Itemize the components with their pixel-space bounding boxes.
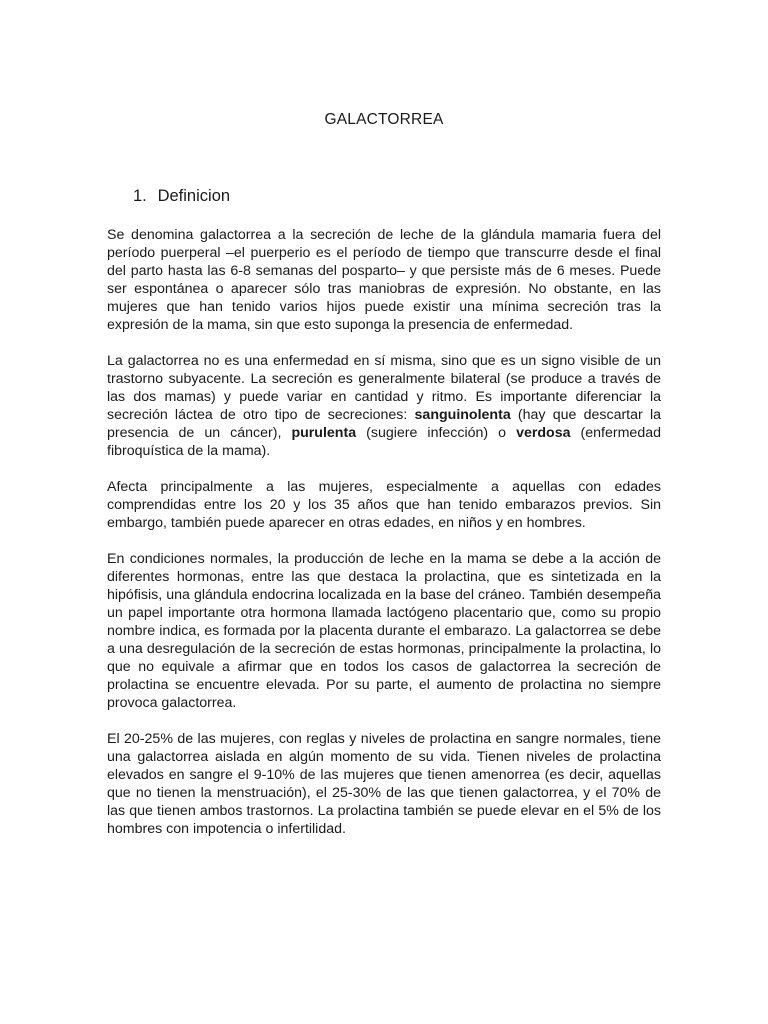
term-sanguinolenta: sanguinolenta <box>414 407 511 423</box>
paragraph-affected: Afecta principalmente a las mujeres, especialmente a aquellas con edades comprendidas entre los 20 y los 35 años que han tenido embarazos previos. Sin embargo, también puede aparecer en otras edades, en niños y en hombres. <box>107 479 661 531</box>
paragraph-text: (enfermedad fibroquística de la mama). <box>107 425 661 459</box>
paragraph-text: (hay que descartar la presencia de un cáncer), <box>107 407 661 441</box>
term-verdosa: verdosa <box>516 425 571 441</box>
paragraph-hormones: En condiciones normales, la producción de leche en la mama se debe a la acción de diferentes hormonas, entre las que destaca la prolactina, que es sintetizada en la hipófisis, una glándula endocrina localizada en la base del cráneo. También desempeña un papel importante otra hormona llamada lactógeno placentario que, como su propio nombre indica, es formada por la placenta durante el embarazo. La galactorrea se debe a una desregulación de la secreción de estas hormonas, principalmente la prolactina, lo que no equivale a afirmar que en todos los casos de galactorrea la secreción de prolactina se encuentre elevada. Por su parte, el aumento de prolactina no siempre provoca galactorrea. <box>107 551 661 711</box>
term-purulenta: purulenta <box>291 425 357 441</box>
section-heading <box>133 187 230 206</box>
paragraph-text: La galactorrea no es una enfermedad en sí misma, sino que es un signo visible de un trastorno subyacente. La secreción es generalmente bilateral (se produce a través de las dos mamas) y puede variar en cantidad y ritmo. Es importante diferenciar la secreción láctea de otro tipo de secreciones: <box>107 353 661 423</box>
paragraph-definition: Se denomina galactorrea a la secreción de leche de la glándula mamaria fuera del período puerperal –el puerperio es el período de tiempo que transcurre desde el final del parto hasta las 6-8 semanas del posparto– y que persiste más de 6 meses. Puede ser espontánea o aparecer sólo tras maniobras de expresión. No obstante, en las mujeres que han tenido varios hijos puede existir una mínima secreción tras la expresión de la mama, sin que esto suponga la presencia de enfermedad. <box>107 227 661 333</box>
section-number: 1. <box>133 187 147 205</box>
document-body <box>107 226 661 856</box>
section-heading-text: Definicion <box>157 187 231 205</box>
paragraph-secretion-types <box>107 352 661 460</box>
paragraph-text: (sugiere infección) o <box>356 425 517 441</box>
document-title: GALACTORREA <box>324 111 444 128</box>
paragraph-statistics: El 20-25% de las mujeres, con reglas y niveles de prolactina en sangre normales, tiene una galactorrea aislada en algún momento de su vida. Tienen niveles de prolactina elevados en sangre el 9-10% de las mujeres que tienen amenorrea (es decir, aquellas que no tienen la menstruación), el 25-30% de las que tienen galactorrea, y el 70% de las que tienen ambos trastornos. La prolactina también se puede elevar en el 5% de los hombres con impotencia o infertilidad. <box>107 731 661 837</box>
